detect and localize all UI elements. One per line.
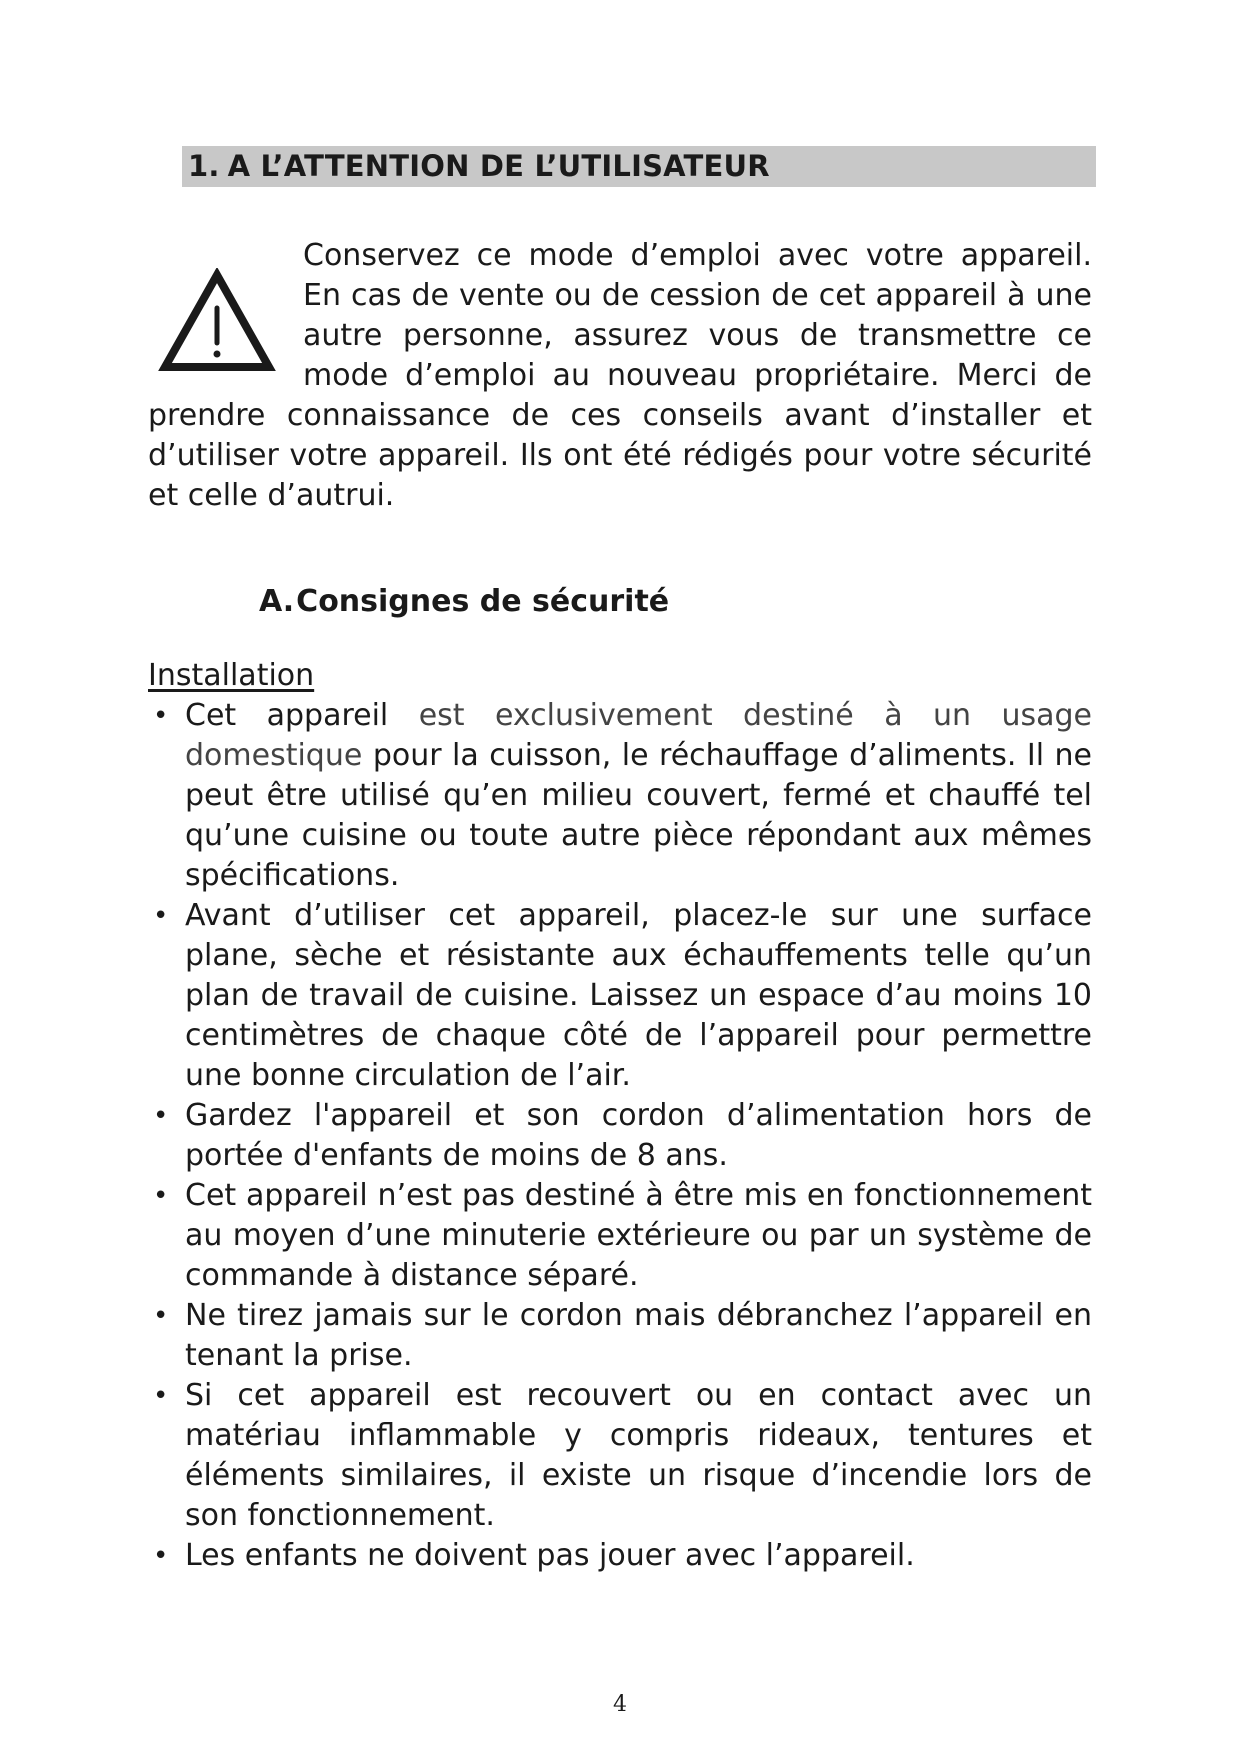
list-item [148, 696, 1092, 896]
bullet-dot: • [153, 1181, 169, 1211]
list-item-text: Cet appareil n’est pas destiné à être mis en fonctionnement au moyen d’une minuterie extérieure ou par un système de commande à distance séparé. [185, 1178, 1092, 1293]
list-item-grey-text: est exclusivement destiné à un usage domestique [185, 698, 1092, 773]
bullet-dot: • [153, 1301, 169, 1331]
list-item-rest: pour la cuisson, le réchauffage d’aliments. Il ne peut être utilisé qu’en milieu couvert, fermé et chauffé tel qu’une cuisine ou toute autre pièce répondant aux mêmes spécifications. [185, 738, 1092, 893]
list-item-text: Avant d’utiliser cet appareil, placez-le sur une surface plane, sèche et résistante aux échauffements telle qu’un plan de travail de cuisine. Laissez un espace d’au moins 10 centimètres de chaque côté de l’appareil pour permettre une bonne circulation de l’air. [185, 898, 1092, 1093]
bullet-dot: • [153, 701, 169, 731]
list-item-lead: Cet appareil [185, 698, 389, 733]
list-item [148, 1376, 1092, 1536]
section-heading [182, 146, 1096, 187]
list-item [148, 1296, 1092, 1376]
intro-text: Conservez ce mode d’emploi avec votre appareil. En cas de vente ou de cession de cet appareil à une autre personne, assurez vous de transmettre ce mode d’emploi au nouveau propriétaire. Merci de prendre connaissance de ces conseils avant d’installer et d’utiliser votre appareil. Ils ont été rédigés pour votre sécurité et celle d’autrui. [148, 238, 1092, 513]
intro-paragraph [148, 236, 1092, 516]
list-item-text: Gardez l'appareil et son cordon d’alimentation hors de portée d'enfants de moins de 8 ans. [185, 1098, 1092, 1173]
bullet-dot: • [153, 1541, 169, 1571]
subsection-heading [259, 582, 669, 622]
bullet-dot: • [153, 1381, 169, 1411]
installation-list [148, 696, 1092, 1576]
list-item [148, 896, 1092, 1096]
page-number: 4 [613, 1692, 627, 1717]
bullet-dot: • [153, 1101, 169, 1131]
subsection-title: Consignes de sécurité [296, 584, 670, 619]
list-item-text: Ne tirez jamais sur le cordon mais débranchez l’appareil en tenant la prise. [185, 1298, 1092, 1373]
list-item [148, 1536, 1092, 1576]
list-item-text: Si cet appareil est recouvert ou en contact avec un matériau inflammable y compris rideaux, tentures et éléments similaires, il existe un risque d’incendie lors de son fonctionnement. [185, 1378, 1092, 1533]
subsection-letter: A. [259, 584, 295, 619]
section-title: A L’ATTENTION DE L’UTILISATEUR [227, 149, 770, 183]
installation-label: Installation [148, 658, 315, 693]
list-item-text: Les enfants ne doivent pas jouer avec l’appareil. [185, 1538, 915, 1573]
section-number: 1. [188, 149, 220, 183]
bullet-dot: • [153, 901, 169, 931]
warning-triangle-icon [158, 268, 276, 374]
list-item [148, 1176, 1092, 1296]
list-item [148, 1096, 1092, 1176]
